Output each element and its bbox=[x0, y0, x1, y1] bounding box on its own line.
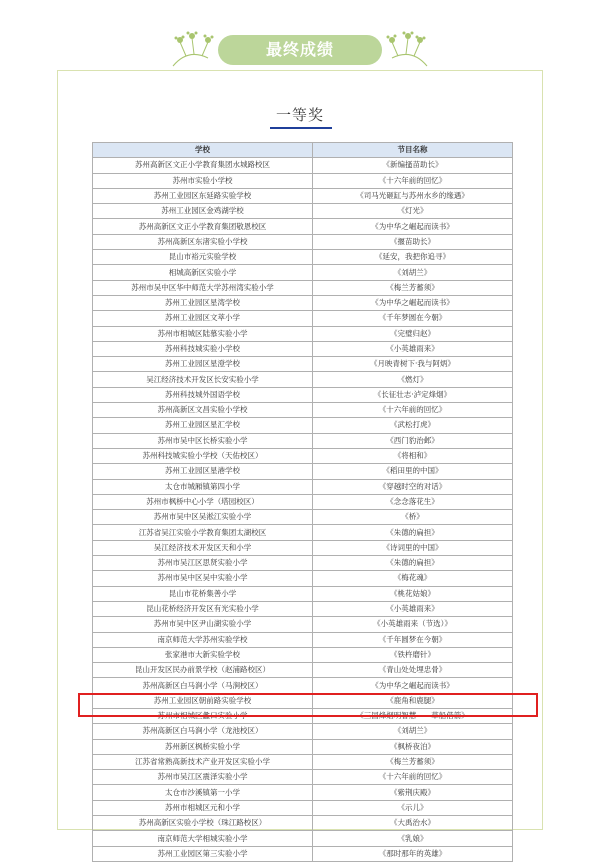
program-cell: 《小英雄雨来》 bbox=[313, 341, 513, 356]
table-row bbox=[93, 510, 513, 525]
school-cell: 苏州工业园区文萃小学 bbox=[93, 311, 313, 326]
school-cell: 吴江经济技术开发区天和小学 bbox=[93, 540, 313, 555]
school-cell: 苏州高新区文昌实验小学校 bbox=[93, 403, 313, 418]
program-cell: 《千年梦圆在今朝》 bbox=[313, 311, 513, 326]
program-cell: 《梅花魂》 bbox=[313, 571, 513, 586]
left-flower-decoration bbox=[168, 28, 218, 68]
table-row bbox=[93, 540, 513, 555]
school-cell: 苏州市吴中区吴淞江实验小学 bbox=[93, 510, 313, 525]
program-cell: 《刘胡兰》 bbox=[313, 265, 513, 280]
table-body bbox=[93, 158, 513, 862]
program-cell: 《小英雄雨来（节选）》 bbox=[313, 617, 513, 632]
program-cell: 《武松打虎》 bbox=[313, 418, 513, 433]
program-cell: 《桥》 bbox=[313, 510, 513, 525]
school-cell: 昆山花桥经济开发区有光实验小学 bbox=[93, 601, 313, 616]
awards-table bbox=[92, 142, 513, 862]
banner-title: 最终成绩 bbox=[218, 35, 382, 65]
program-cell: 《司马光砸缸与苏州水乡的缘遇》 bbox=[313, 188, 513, 203]
school-cell: 苏州工业园区金鸡湖学校 bbox=[93, 204, 313, 219]
table-row bbox=[93, 326, 513, 341]
table-row bbox=[93, 372, 513, 387]
table-row bbox=[93, 403, 513, 418]
table-row bbox=[93, 724, 513, 739]
table-row bbox=[93, 617, 513, 632]
table-row bbox=[93, 494, 513, 509]
school-cell: 苏州科技城外国语学校 bbox=[93, 387, 313, 402]
table-row bbox=[93, 387, 513, 402]
school-cell: 苏州高新区实验小学校（珠江路校区） bbox=[93, 816, 313, 831]
right-flower-decoration bbox=[382, 28, 432, 68]
program-cell: 《桃花姑娘》 bbox=[313, 586, 513, 601]
program-cell: 《十六年前的回忆》 bbox=[313, 173, 513, 188]
table-row bbox=[93, 188, 513, 203]
table-row bbox=[93, 295, 513, 310]
school-cell: 苏州市吴江区震泽实验小学 bbox=[93, 770, 313, 785]
table-row bbox=[93, 341, 513, 356]
table-row bbox=[93, 433, 513, 448]
school-cell: 苏州市相城区陆慕实验小学 bbox=[93, 326, 313, 341]
program-cell: 《新编搔苗助长》 bbox=[313, 158, 513, 173]
school-cell: 太仓市城厢镇第四小学 bbox=[93, 479, 313, 494]
table-row bbox=[93, 647, 513, 662]
school-cell: 苏州工业园区星汇学校 bbox=[93, 418, 313, 433]
school-cell: 苏州市相城区蠡口实验小学 bbox=[93, 708, 313, 723]
table-row bbox=[93, 204, 513, 219]
program-cell: 《月映青树下·我与阿炳》 bbox=[313, 357, 513, 372]
school-cell: 苏州市吴中区尹山湖实验小学 bbox=[93, 617, 313, 632]
table-row bbox=[93, 739, 513, 754]
school-cell: 苏州市实验小学校 bbox=[93, 173, 313, 188]
school-cell: 江苏省吴江实验小学教育集团太湖校区 bbox=[93, 525, 313, 540]
column-header-program: 节目名称 bbox=[313, 143, 513, 158]
table-header-row bbox=[93, 143, 513, 158]
table-row bbox=[93, 601, 513, 616]
program-cell: 《朱德的扁担》 bbox=[313, 556, 513, 571]
program-cell: 《十六年前的回忆》 bbox=[313, 770, 513, 785]
school-cell: 苏州高新区文正小学教育集团敬恩校区 bbox=[93, 219, 313, 234]
program-cell: 《三国烽烟明智慧——草船借箭》 bbox=[313, 708, 513, 723]
program-cell: 《小英雄雨来》 bbox=[313, 601, 513, 616]
school-cell: 吴江经济技术开发区长安实验小学 bbox=[93, 372, 313, 387]
table-row bbox=[93, 234, 513, 249]
program-cell: 《灯光》 bbox=[313, 204, 513, 219]
school-cell: 苏州高新区白马涧小学（马涧校区） bbox=[93, 678, 313, 693]
school-cell: 南京师范大学苏州实验学校 bbox=[93, 632, 313, 647]
program-cell: 《稻田里的中国》 bbox=[313, 464, 513, 479]
program-cell: 《那时那年的英雄》 bbox=[313, 846, 513, 861]
school-cell: 张家港市大新实验学校 bbox=[93, 647, 313, 662]
school-cell: 苏州工业园区星港学校 bbox=[93, 464, 313, 479]
program-cell: 《示儿》 bbox=[313, 800, 513, 815]
school-cell: 苏州工业园区星湾学校 bbox=[93, 295, 313, 310]
table-row bbox=[93, 800, 513, 815]
school-cell: 江苏省常熟高新技术产业开发区实验小学 bbox=[93, 754, 313, 769]
table-row bbox=[93, 571, 513, 586]
program-cell: 《西门豹治邺》 bbox=[313, 433, 513, 448]
table-row bbox=[93, 173, 513, 188]
table-row bbox=[93, 479, 513, 494]
table-row bbox=[93, 586, 513, 601]
school-cell: 苏州科技城实验小学校（天佑校区） bbox=[93, 448, 313, 463]
school-cell: 苏州新区枫桥实验小学 bbox=[93, 739, 313, 754]
school-cell: 昆山市裕元实验学校 bbox=[93, 250, 313, 265]
program-cell: 《梅兰芳蓄须》 bbox=[313, 280, 513, 295]
highlight-box bbox=[78, 693, 538, 717]
program-cell: 《乳娘》 bbox=[313, 831, 513, 846]
table-row bbox=[93, 831, 513, 846]
program-cell: 《大禹治水》 bbox=[313, 816, 513, 831]
program-cell: 《十六年前的回忆》 bbox=[313, 403, 513, 418]
school-cell: 苏州高新区白马涧小学（龙池校区） bbox=[93, 724, 313, 739]
school-cell: 苏州工业园区朝前路实验学校 bbox=[93, 693, 313, 708]
program-cell: 《鹿角和鹿腿》 bbox=[313, 693, 513, 708]
table-row bbox=[93, 280, 513, 295]
table-row bbox=[93, 418, 513, 433]
table-row bbox=[93, 846, 513, 861]
table-row bbox=[93, 464, 513, 479]
school-cell: 苏州市枫桥中心小学（塔园校区） bbox=[93, 494, 313, 509]
program-cell: 《青山处处埋忠骨》 bbox=[313, 663, 513, 678]
program-cell: 《紫荆庆殿》 bbox=[313, 785, 513, 800]
program-cell: 《铁杵磨针》 bbox=[313, 647, 513, 662]
program-cell: 《为中华之崛起而读书》 bbox=[313, 678, 513, 693]
table-row bbox=[93, 770, 513, 785]
school-cell: 苏州科技城实验小学校 bbox=[93, 341, 313, 356]
program-cell: 《千年圆梦在今朝》 bbox=[313, 632, 513, 647]
table-row bbox=[93, 311, 513, 326]
school-cell: 苏州市吴中区吴中实验小学 bbox=[93, 571, 313, 586]
school-cell: 苏州市相城区元和小学 bbox=[93, 800, 313, 815]
program-cell: 《梅兰芳蓄须》 bbox=[313, 754, 513, 769]
table-row bbox=[93, 250, 513, 265]
program-cell: 《穿越时空的对话》 bbox=[313, 479, 513, 494]
program-cell: 《延安，我把你追寻》 bbox=[313, 250, 513, 265]
program-cell: 《为中华之崛起而读书》 bbox=[313, 295, 513, 310]
school-cell: 苏州高新区文正小学教育集团水城路校区 bbox=[93, 158, 313, 173]
program-cell: 《念念落花生》 bbox=[313, 494, 513, 509]
program-cell: 《朱德的扁担》 bbox=[313, 525, 513, 540]
school-cell: 南京师范大学相城实验小学 bbox=[93, 831, 313, 846]
school-cell: 昆山开发区民办前景学校（赵浦路校区） bbox=[93, 663, 313, 678]
school-cell: 苏州工业园区星澄学校 bbox=[93, 357, 313, 372]
table-row bbox=[93, 265, 513, 280]
program-cell: 《揠苗助长》 bbox=[313, 234, 513, 249]
program-cell: 《将相和》 bbox=[313, 448, 513, 463]
table-row bbox=[93, 448, 513, 463]
program-cell: 《长征壮志·泸定烽烟》 bbox=[313, 387, 513, 402]
school-cell: 昆山市花桥集善小学 bbox=[93, 586, 313, 601]
school-cell: 苏州工业园区第三实验小学 bbox=[93, 846, 313, 861]
table-row bbox=[93, 785, 513, 800]
section-heading: 一等奖 bbox=[275, 106, 324, 124]
school-cell: 苏州工业园区东延路实验学校 bbox=[93, 188, 313, 203]
table-row bbox=[93, 816, 513, 831]
heading-underline bbox=[270, 127, 332, 129]
school-cell: 太仓市沙溪镇第一小学 bbox=[93, 785, 313, 800]
table-row bbox=[93, 525, 513, 540]
table-row bbox=[93, 556, 513, 571]
program-cell: 《燃灯》 bbox=[313, 372, 513, 387]
school-cell: 苏州高新区东渚实验小学校 bbox=[93, 234, 313, 249]
school-cell: 苏州市吴中区华中师范大学苏州湾实验小学 bbox=[93, 280, 313, 295]
school-cell: 相城高新区实验小学 bbox=[93, 265, 313, 280]
table-row bbox=[93, 754, 513, 769]
program-cell: 《刘胡兰》 bbox=[313, 724, 513, 739]
table-row bbox=[93, 158, 513, 173]
table-row bbox=[93, 663, 513, 678]
table-row bbox=[93, 632, 513, 647]
school-cell: 苏州市吴中区长桥实验小学 bbox=[93, 433, 313, 448]
table-row bbox=[93, 219, 513, 234]
program-cell: 《为中华之崛起而读书》 bbox=[313, 219, 513, 234]
program-cell: 《诗词里的中国》 bbox=[313, 540, 513, 555]
table-row bbox=[93, 357, 513, 372]
program-cell: 《枫桥夜泊》 bbox=[313, 739, 513, 754]
school-cell: 苏州市吴江区思贤实验小学 bbox=[93, 556, 313, 571]
table-row bbox=[93, 678, 513, 693]
column-header-school: 学校 bbox=[93, 143, 313, 158]
program-cell: 《完璧归赵》 bbox=[313, 326, 513, 341]
